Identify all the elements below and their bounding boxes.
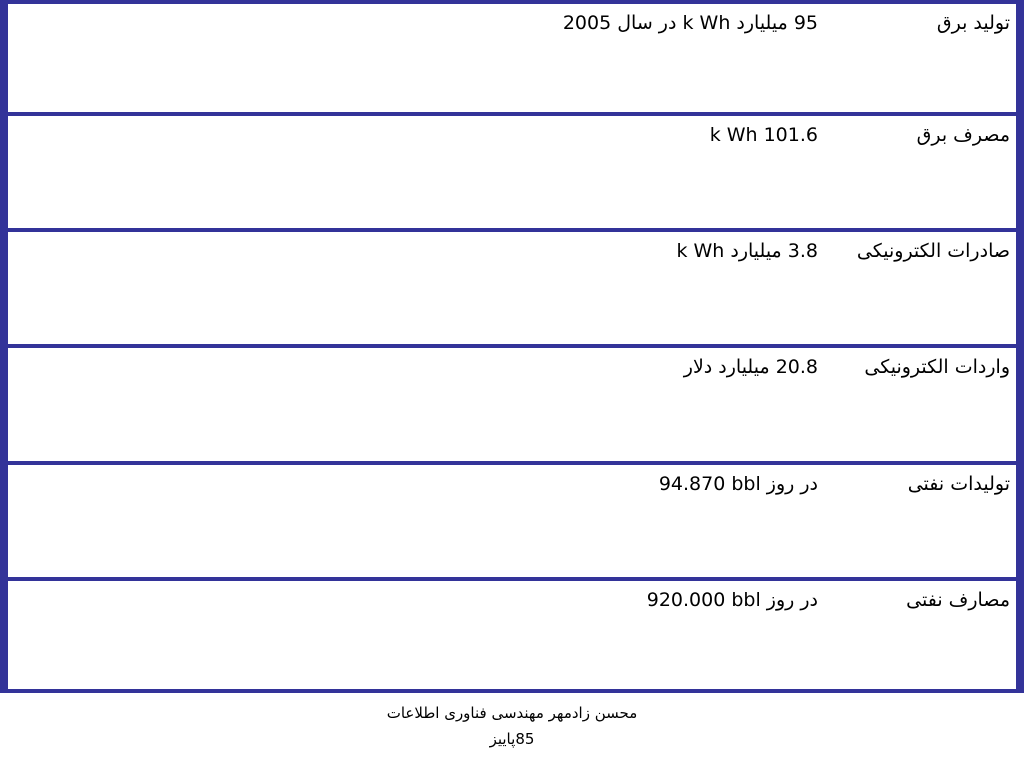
label-text: مصارف نفتی — [906, 588, 1010, 611]
footer-author-line: محسن زادمهر مهندسی فناوری اطلاعات — [386, 704, 638, 722]
slide-footer — [0, 700, 1024, 752]
label-cell — [824, 463, 1018, 579]
table-row — [6, 579, 1018, 689]
value-text: k Wh 101.6 — [709, 124, 818, 147]
value-cell — [6, 114, 824, 230]
label-cell — [824, 114, 1018, 230]
label-text: صادرات الکترونیکی — [856, 240, 1010, 263]
value-cell — [6, 346, 824, 462]
value-cell — [6, 4, 824, 114]
value-text: 95 میلیارد k Wh در سال 2005 — [562, 12, 818, 34]
value-text: 20.8 میلیارد دلار — [683, 356, 818, 379]
label-text: تولیدات نفتی — [907, 472, 1010, 495]
value-cell — [6, 230, 824, 346]
value-cell — [6, 579, 824, 689]
table-row — [6, 114, 1018, 230]
value-text: 3.8 میلیارد k Wh — [676, 240, 818, 263]
value-cell — [6, 463, 824, 579]
statistics-grid — [4, 4, 1020, 689]
value-text: 94.870 bbl در روز — [658, 472, 818, 495]
label-text: تولید برق — [936, 12, 1010, 34]
label-cell — [824, 579, 1018, 689]
value-text: 920.000 bbl در روز — [646, 588, 818, 611]
table-row — [6, 346, 1018, 462]
table-row — [6, 463, 1018, 579]
label-cell — [824, 230, 1018, 346]
footer-date-line: 85پاییز — [489, 730, 535, 748]
label-text: واردات الکترونیکی — [864, 356, 1010, 379]
label-cell — [824, 346, 1018, 462]
table-row — [6, 4, 1018, 114]
table-row — [6, 230, 1018, 346]
label-text: مصرف برق — [916, 124, 1010, 147]
label-cell — [824, 4, 1018, 114]
